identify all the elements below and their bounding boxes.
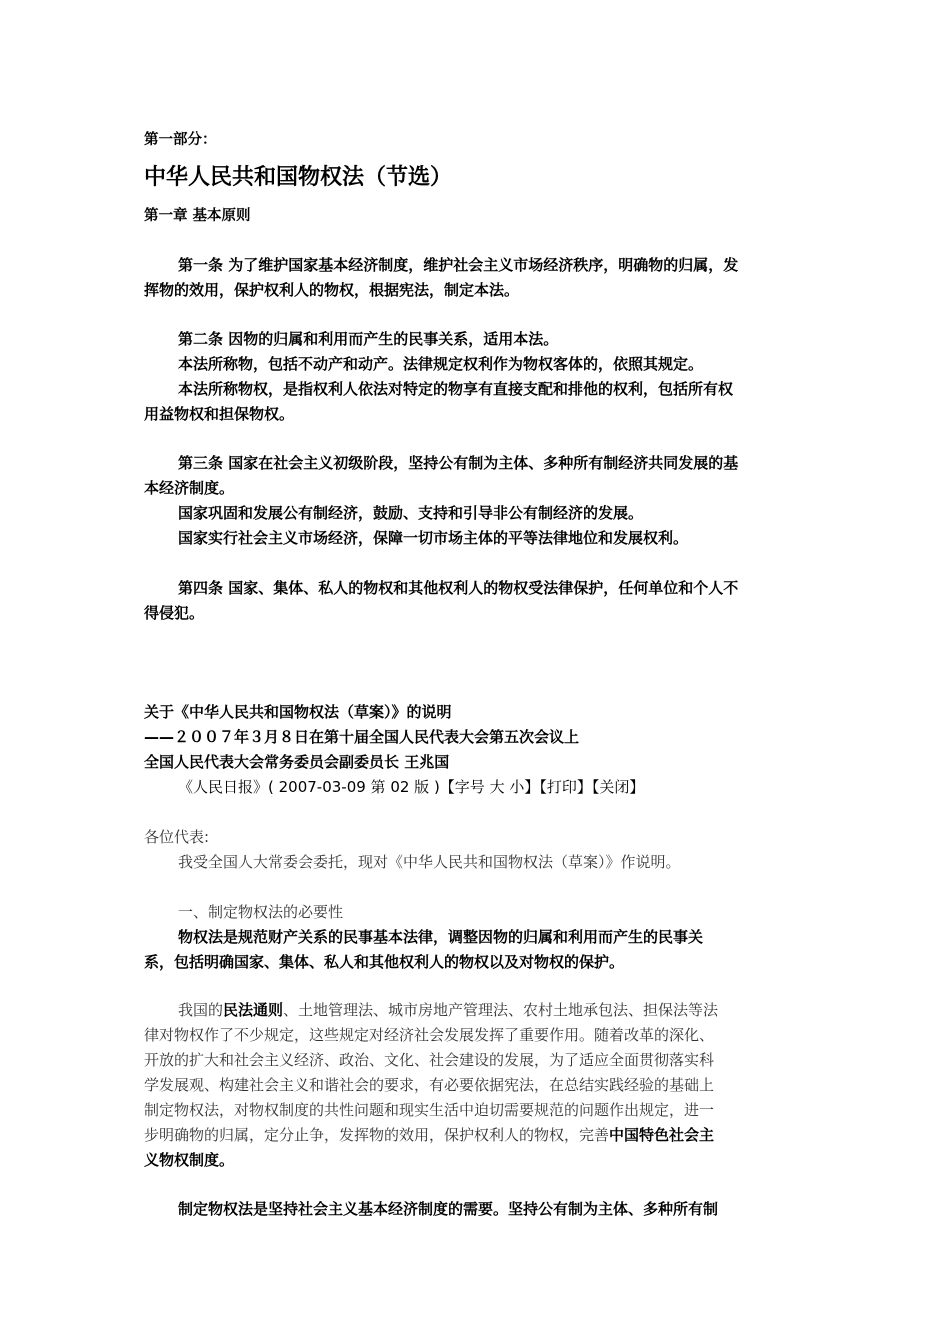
- article-4-line: 第四条 国家、集体、私人的物权和其他权利人的物权受法律保护，任何单位和个人不: [178, 579, 739, 597]
- paragraph-2-emphasis: 中国特色社会主: [609, 1126, 715, 1144]
- source-line: 《人民日报》( 2007-03-09 第 02 版 )【字号 大 小】【打印】【关闭】: [178, 778, 645, 796]
- paragraph-2-line: 义物权制度。: [144, 1151, 235, 1169]
- paragraph-2-line: [144, 999, 718, 1020]
- paragraph-2-text: 我国的: [178, 1001, 224, 1019]
- explanation-subheading: ——２００７年３月８日在第十届全国人民代表大会第五次会议上: [144, 728, 580, 746]
- paragraph-2-text: 步明确物的归属，定分止争，发挥物的效用，保护权利人的物权，完善: [144, 1126, 610, 1144]
- article-3-line: 本经济制度。: [144, 479, 235, 497]
- paragraph-1-line: 系，包括明确国家、集体、私人和其他权利人的物权以及对物权的保护。: [144, 953, 625, 971]
- law-title: 中华人民共和国物权法（节选）: [144, 165, 453, 190]
- paragraph-2-line: [144, 1124, 714, 1145]
- salutation: 各位代表:: [144, 828, 210, 846]
- article-2-line: 用益物权和担保物权。: [144, 405, 295, 423]
- article-3-line: 国家巩固和发展公有制经济，鼓励、支持和引导非公有制经济的发展。: [178, 504, 644, 522]
- article-4-line: 得侵犯。: [144, 604, 205, 622]
- article-2-line: 本法所称物权，是指权利人依法对特定的物享有直接支配和排他的权利，包括所有权: [178, 380, 734, 398]
- part-label: 第一部分：: [144, 132, 217, 148]
- paragraph-2-line: 律对物权作了不少规定，这些规定对经济社会发展发挥了重要作用。随着改革的深化、: [144, 1026, 715, 1044]
- chapter-heading: 第一章 基本原则: [144, 208, 251, 224]
- section-heading: 一、制定物权法的必要性: [178, 903, 344, 921]
- paragraph-2-line: 开放的扩大和社会主义经济、政治、文化、社会建设的发展，为了适应全面贯彻落实科: [144, 1051, 715, 1069]
- intro-line: 我受全国人大常委会委托，现对《中华人民共和国物权法（草案）》作说明。: [178, 853, 681, 871]
- article-1-line: 挥物的效用，保护权利人的物权，根据宪法，制定本法。: [144, 281, 520, 299]
- explanation-author: 全国人民代表大会常务委员会副委员长 王兆国: [144, 753, 450, 771]
- article-3-line: 国家实行社会主义市场经济，保障一切市场主体的平等法律地位和发展权利。: [178, 529, 689, 547]
- paragraph-2-line: 制定物权法，对物权制度的共性问题和现实生活中迫切需要规范的问题作出规定，进一: [144, 1101, 715, 1119]
- article-1-line: 第一条 为了维护国家基本经济制度，维护社会主义市场经济秩序，明确物的归属，发: [178, 256, 739, 274]
- paragraph-2-line: 学发展观、构建社会主义和谐社会的要求，有必要依据宪法，在总结实践经验的基础上: [144, 1076, 715, 1094]
- paragraph-1-line: 物权法是规范财产关系的民事基本法律，调整因物的归属和利用而产生的民事关: [178, 928, 704, 946]
- paragraph-2-emphasis: 民法通则: [223, 1001, 284, 1019]
- paragraph-3-line: 制定物权法是坚持社会主义基本经济制度的需要。坚持公有制为主体、多种所有制: [178, 1200, 719, 1218]
- explanation-heading: 关于《中华人民共和国物权法（草案）》的说明: [144, 703, 452, 721]
- paragraph-2-text: 、土地管理法、城市房地产管理法、农村土地承包法、担保法等法: [283, 1001, 719, 1019]
- article-2-line: 第二条 因物的归属和利用而产生的民事关系，适用本法。: [178, 330, 559, 348]
- article-2-line: 本法所称物，包括不动产和动产。法律规定权利作为物权客体的，依照其规定。: [178, 355, 704, 373]
- article-3-line: 第三条 国家在社会主义初级阶段，坚持公有制为主体、多种所有制经济共同发展的基: [178, 454, 739, 472]
